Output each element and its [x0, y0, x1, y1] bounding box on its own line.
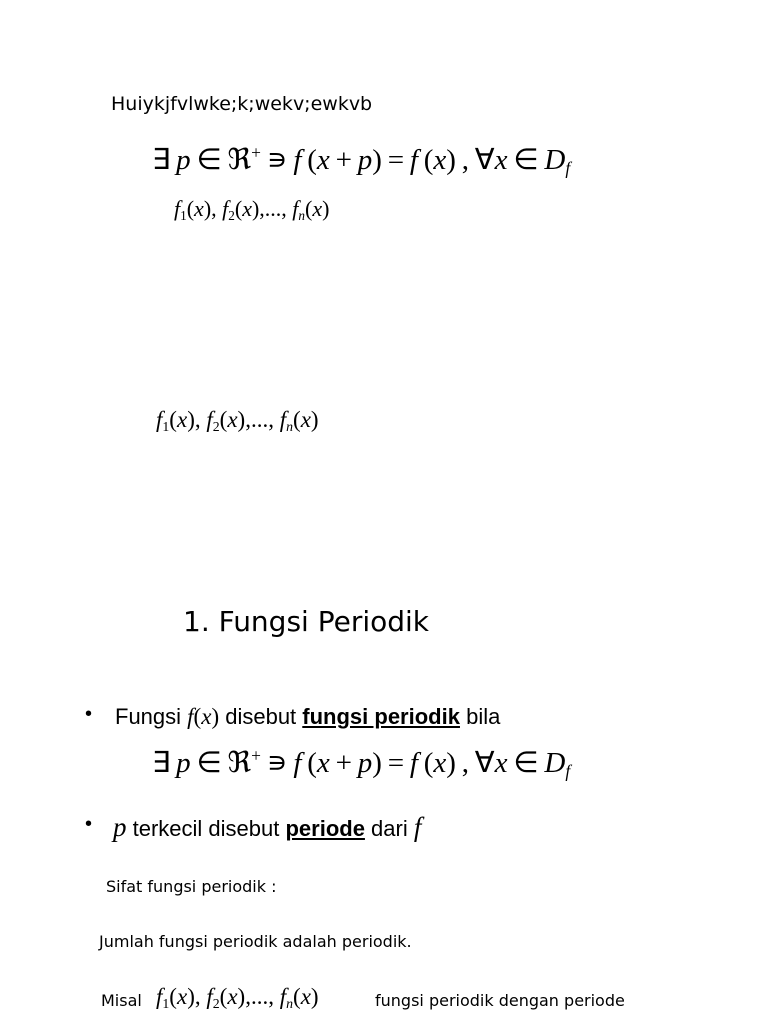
bullet-1-text: Fungsi f(x) disebut fungsi periodik bila [115, 704, 501, 729]
function-list-formula-1: $f_1(x)$, $f_2(x)$,..., $f_n(x)$ [174, 196, 330, 223]
section-title: 1. Fungsi Periodik [183, 605, 430, 638]
properties-heading: Sifat fungsi periodik : [106, 877, 277, 896]
term-periode: periode [285, 816, 365, 841]
formula-mid: ∃ p ∈ ℜ+ ∍ f (x + p) = f (x) , ∀x ∈ $D_f$ [152, 745, 571, 782]
bullet-dot-1: • [85, 703, 93, 725]
formula-top: ∃ p ∈ ℜ+ ∍ f (x + p) = f (x) , ∀x ∈ $D_f$ [152, 142, 571, 179]
misal-label: Misal [101, 991, 142, 1010]
bullet-dot-2: • [85, 813, 93, 835]
bullet-2-text: p terkecil disebut periode dari f [113, 812, 422, 842]
function-list-formula-3: $f_1(x)$, $f_2(x)$,..., $f_n(x)$ [156, 984, 319, 1012]
property-1-text: Jumlah fungsi periodik adalah periodik. [99, 932, 412, 951]
misal-suffix: fungsi periodik dengan periode [375, 991, 625, 1010]
term-fungsi-periodik: fungsi periodik [302, 704, 460, 729]
function-list-formula-2: $f_1(x)$, $f_2(x)$,..., $f_n(x)$ [156, 407, 319, 435]
header-text: Huiykjfvlwke;k;wekv;ewkvb [111, 93, 373, 115]
